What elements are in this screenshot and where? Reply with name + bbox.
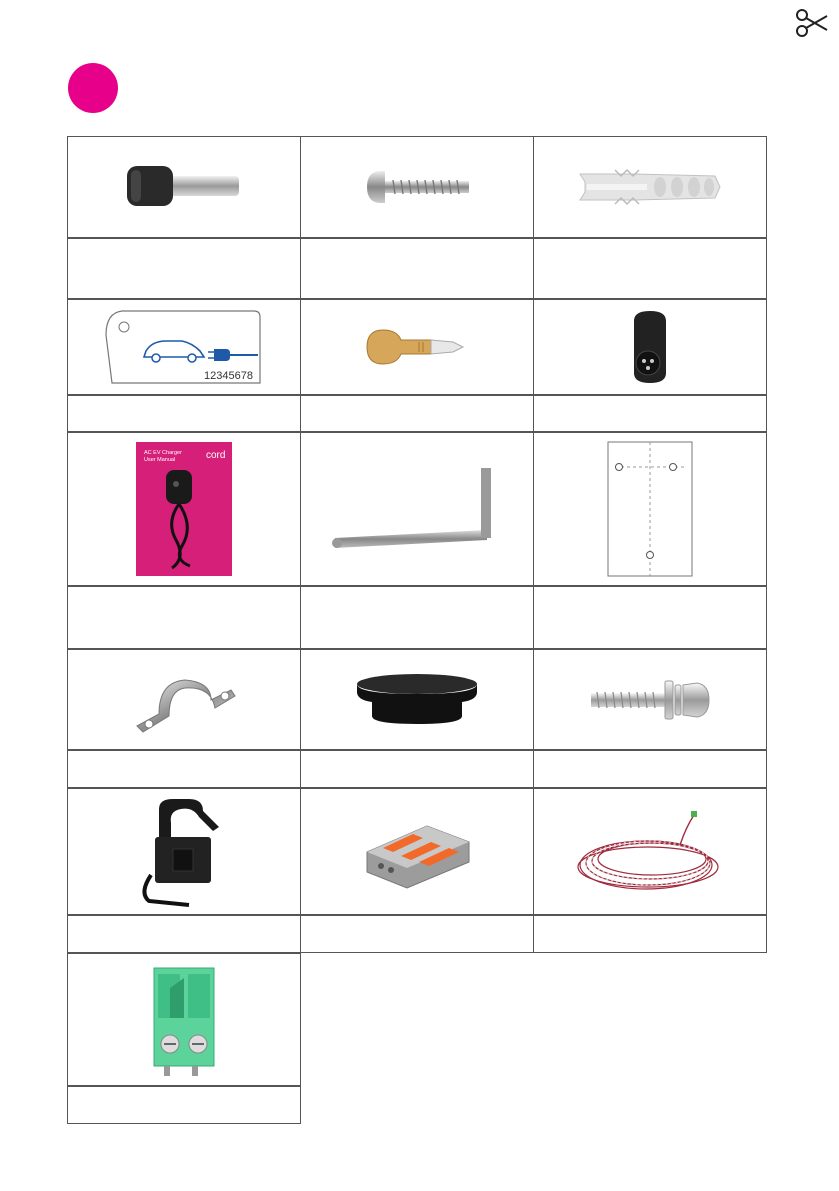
image-row: [67, 649, 771, 750]
item-caption: [300, 750, 534, 788]
item-image-ferrule: [67, 136, 301, 238]
item-caption: [300, 395, 534, 432]
item-image-wago-connector: [300, 788, 534, 915]
section-marker-dot: [68, 63, 118, 113]
plug-cap-icon: [620, 307, 680, 387]
item-image-wall-plug: [533, 136, 767, 238]
caption-row: [67, 238, 771, 299]
item-image-user-manual: [67, 432, 301, 586]
screw-icon: [357, 167, 477, 207]
item-caption: [67, 750, 301, 788]
item-image-rfid-card: [67, 299, 301, 395]
item-caption: [67, 395, 301, 432]
caption-row: [67, 395, 771, 432]
item-caption: [533, 750, 767, 788]
item-caption: [533, 586, 767, 649]
item-image-screw: [300, 136, 534, 238]
item-caption: [300, 915, 534, 953]
item-image-key-tool: [300, 299, 534, 395]
manual-brand: cord: [206, 450, 226, 461]
ferrule-icon: [119, 162, 249, 212]
item-image-green-terminal: [67, 953, 301, 1086]
image-row: [67, 136, 771, 238]
item-image-twisted-cable: [533, 788, 767, 915]
accessories-grid: [67, 136, 771, 1124]
image-row: [67, 432, 771, 586]
item-caption: [300, 238, 534, 299]
item-caption: [67, 915, 301, 953]
item-caption: [533, 395, 767, 432]
rfid-card-icon: [104, 305, 264, 389]
item-image-drilling-template: [533, 432, 767, 586]
manual-title: AC EV Charger: [144, 450, 182, 456]
wall-plug-icon: [575, 162, 725, 212]
empty-cell: [300, 953, 534, 1086]
twisted-cable-icon: [570, 807, 730, 897]
item-image-bolt-washer: [533, 649, 767, 750]
pipe-clamp-icon: [129, 660, 239, 740]
item-caption: [67, 586, 301, 649]
item-caption: [67, 238, 301, 299]
item-caption: [300, 586, 534, 649]
image-row: [67, 299, 771, 395]
item-caption: [533, 915, 767, 953]
drilling-template-icon: [607, 441, 693, 577]
current-clamp-icon: [129, 797, 239, 907]
manual-subtitle: User Manual: [144, 457, 176, 463]
empty-cell: [533, 953, 767, 1086]
item-image-plug-cap: [533, 299, 767, 395]
card-number: 12345678: [204, 370, 253, 382]
caption-row: [67, 1086, 771, 1124]
key-tool-icon: [357, 322, 477, 372]
empty-cell: [300, 1086, 534, 1124]
caption-row: [67, 586, 771, 649]
empty-cell: [533, 1086, 767, 1124]
caption-row: [67, 750, 771, 788]
green-terminal-icon: [144, 960, 224, 1080]
image-row: [67, 788, 771, 915]
allen-key-icon: [327, 464, 507, 554]
item-image-pipe-clamp: [67, 649, 301, 750]
scissors-icon: [795, 6, 829, 40]
image-row: [67, 953, 771, 1086]
rubber-grommet-icon: [352, 670, 482, 730]
bolt-washer-icon: [585, 675, 715, 725]
item-caption: [67, 1086, 301, 1124]
item-image-rubber-grommet: [300, 649, 534, 750]
item-caption: [533, 238, 767, 299]
item-image-allen-key: [300, 432, 534, 586]
user-manual-icon: [136, 442, 232, 576]
item-image-current-clamp: [67, 788, 301, 915]
wago-connector-icon: [357, 812, 477, 892]
caption-row: [67, 915, 771, 953]
